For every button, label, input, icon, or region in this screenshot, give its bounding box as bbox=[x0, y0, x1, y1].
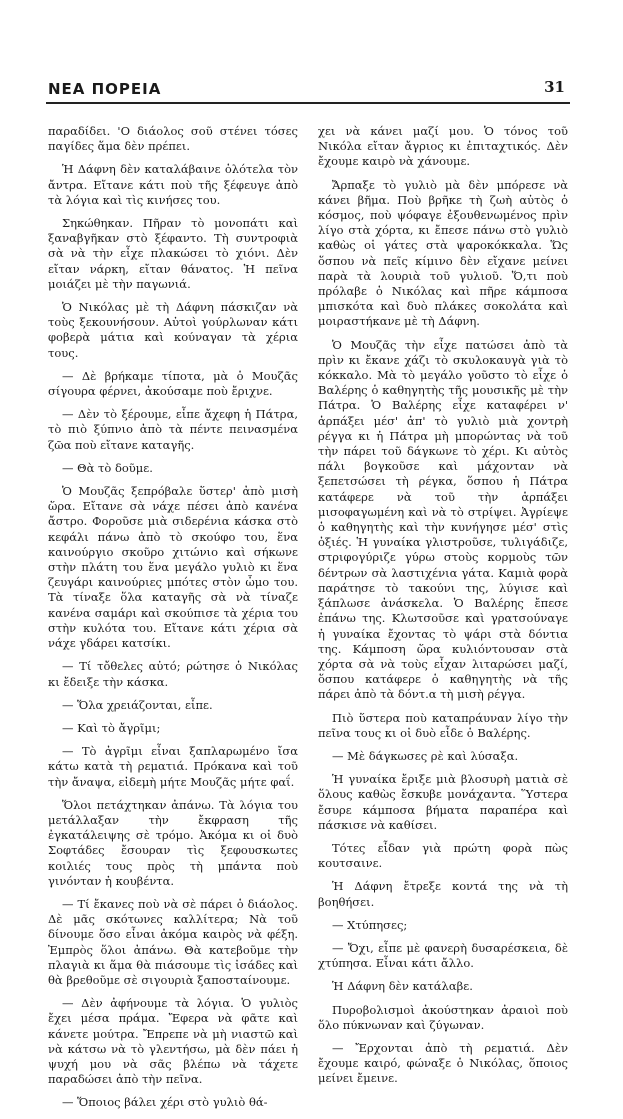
paragraph: — Δὲν τὸ ξέρουμε, εἶπε ἄχεφη ἡ Πάτρα, τὸ πιὸ ξύπνιο ἀπὸ τὰ πέντε πεινασμένα ζῶα ποὺ εἴτανε καταγῆς. bbox=[48, 407, 298, 452]
paragraph: Ἡ Δάφνη ἔτρεξε κοντά της νὰ τὴ βοηθήσει. bbox=[318, 879, 568, 909]
paragraph: — Μὲ δάγκωσες ρὲ καὶ λύσαξα. bbox=[332, 748, 519, 763]
paragraph: — Δὲ βρήκαμε τίποτα, μὰ ὁ Μουζᾶς σίγουρα φέρνει, ἀκούσαμε ποὺ ἔριχνε. bbox=[48, 368, 298, 399]
paragraph: Ἄρπαξε τὸ γυλιὸ μὰ δὲν μπόρεσε νὰ κάνει βῆμα. Ποὺ βρῆκε τὴ ζωὴ αὐτὸς ὁ κόσμος, ποὺ ψόφαγε ἐξουθενωμένος πρὶν λίγο στὰ χόρτα, κι ἔπεσε πάνω στὸ γυλιὸ καθὼς οἱ γάτες στὰ ψαροκόκκαλα. Ὥς ὅσπου νὰ πεῖς κίμινο δὲν εἴχανε μείνει παρὰ τὰ λουριὰ τοῦ γυλιοῦ. Ὅ,τι ποὺ πρόλαβε ὁ Νικόλας καὶ πῆρε κάμποσα μπισκότα καὶ δυὸ πλάκες σοκολάτα καὶ μοιραστήκανε μὲ τὴ Δάφνη. bbox=[318, 177, 568, 329]
paragraph: — Ἔρχονται ἀπὸ τὴ ρεματιά. Δὲν ἔχουμε καιρό, φώναξε ὁ Νικόλας, ὅποιος μείνει ἔμεινε. bbox=[318, 1040, 568, 1086]
paragraph: Ἡ Δάφνη δὲν κατάλαβε. bbox=[332, 979, 473, 994]
paragraph: Πυροβολισμοὶ ἀκούστηκαν ἀραιοὶ ποὺ ὅλο πύκνωναν καὶ ζύγωναν. bbox=[318, 1002, 568, 1032]
paragraph: Σηκώθηκαν. Πῆραν τὸ μονοπάτι καὶ ξαναβγῆκαν στὸ ξέφαντο. Τὴ συντροφιὰ σὰ νὰ τὴν εἶχε πλακώσει τὸ χιόνι. Δὲν εἴταν νάρκη, εἴταν θάνατος. Ἡ πεῖνα μοιάζει μὲ τὴν παγωνιά. bbox=[48, 216, 298, 291]
paragraph: — Τί τὄθελες αὐτό; ρώτησε ὁ Νικόλας κι ἔδειξε τὴν κάσκα. bbox=[48, 659, 298, 689]
page-number: 31 bbox=[544, 78, 565, 96]
paragraph: — Ὅλα χρειάζονται, εἶπε. bbox=[62, 697, 213, 712]
right-column bbox=[318, 124, 568, 1095]
paragraph: — Ὄχι, εἶπε μὲ φανερὴ δυσαρέσκεια, δὲ χτύπησα. Εἶναι κάτι ἄλλο. bbox=[318, 940, 568, 971]
paragraph: — Τὸ ἀγρῖμι εἶναι ξαπλαρωμένο ἴσα κάτω κατὰ τὴ ρεματιά. Πρόκανα καὶ τοῦ τὴν ἄναψα, εἰδεμὴ μήτε Μουζᾶς μήτε φαΐ. bbox=[48, 744, 298, 789]
paragraph: Ἡ γυναίκα ἔριξε μιὰ βλοσυρὴ ματιὰ σὲ ὅλους καθὼς ἔσκυβε μονάχαντα. Ὕστερα ἔσυρε κάμποσα βήματα παραπέρα καὶ πάσκισε νὰ καθίσει. bbox=[318, 772, 568, 832]
paragraph: — Ὅποιος βάλει χέρι στὸ γυλιὸ θά- bbox=[62, 1095, 268, 1110]
paragraph: — Καὶ τὸ ἄγρῖμι; bbox=[62, 720, 161, 735]
paragraph: Τότες εἶδαν γιὰ πρώτη φορὰ πὼς κουτσαινε. bbox=[318, 840, 568, 871]
paragraph: — Θὰ τὸ δοῦμε. bbox=[62, 460, 153, 475]
paragraph: Ὁ Μουζᾶς ξεπρόβαλε ὕστερ' ἀπὸ μισὴ ὥρα. Εἴτανε σὰ νάχε πέσει ἀπὸ κανένα ἄστρο. Φοροῦσε μιὰ σιδερένια κάσκα στὸ κεφάλι πάνω ἀπὸ τὸ σκούφο του, ἕνα καινούργιο σκοῦρο χιτώνιο καὶ σήκωνε στὴν πλάτη του ἕνα μεγάλο γυλιὸ κι ἕνα ζευγάρι καινούριες μπότες στὸν ὦμο του. Τὰ τίναξε ὅλα καταγῆς σὰ νὰ τίναζε κανένα σαμάρι καὶ σκούπισε τὰ χέρια του στὴν κυλότα του. Εἴτανε κάτι χέρια σὰ νάχε γδάρει κατσίκι. bbox=[48, 484, 298, 651]
paragraph: — Δὲν ἀφήνουμε τὰ λόγια. Ὁ γυλιὸς ἔχει μέσα πράμα. Ἔφερα νὰ φᾶτε καὶ κάνετε μούτρα. Ἔπρεπε νὰ μὴ νιαστῶ καὶ νὰ κάτσω νὰ τὸ γλεντήσω, μὰ δὲν πάει ἡ ψυχή μου νὰ σᾶς βλέπω νὰ τάχετε παραδώσει ἀπὸ τὴν πεῖνα. bbox=[48, 996, 298, 1087]
paragraph: Ὁ Μουζᾶς τὴν εἶχε πατώσει ἀπὸ τὰ πρὶν κι ἔκανε χάζι τὸ σκυλοκαυγὰ γιὰ τὸ κόκκαλο. Μὰ τὸ μεγάλο γοῦστο τὸ εἶχε ὁ Βαλέρης ὁ καθηγητὴς τῆς μουσικῆς μὲ τὴν Πάτρα. Ὁ Βαλέρης εἶχε καταφέρει ν' ἁρπάξει μέσ' ἀπ' τὸ γυλιὸ μιὰ χοντρὴ ρέγγα κι ἡ Πάτρα μὴ μπορώντας νὰ τοῦ τὴν πάρει τοῦ δάγκωνε τὸ χέρι. Κι αὐτὸς πάλι βογκοῦσε καὶ μάχονταν νὰ ξεπετσώσει τὴ ρέγκα, ὅσπου ἡ Πάτρα κατάφερε νὰ τοῦ τὴν ἁρπάξει μισοφαγωμένη καὶ νὰ τὸ στρίψει. Ἀγρίεψε ὁ καθηγητὴς καὶ τὴν κυνήγησε μέσ' στὶς ὀξιές. Ἡ γυναίκα γλιστροῦσε, τυλιγάδιζε, στριφογύριζε γύρω στοὺς κορμοὺς τῶν δέντρων σὰ λαστιχένια γάτα. Καμιὰ φορὰ παράτησε τὸ τακούνι της, λύγισε καὶ ξάπλωσε ἀνάσκελα. Ὁ Βαλέρης ἔπεσε ἐπάνω της. Κλωτσοῦσε καὶ γρατσούναγε ἡ γυναίκα ἔχοντας τὸ ψάρι στὰ δόντια της. Κάμποση ὥρα κυλιόντουσαν στὰ χόρτα σὰ νὰ τοὺς εἶχαν λιταρώσει μαζί, ὅσπου κατάφερε ὁ καθηγητὴς νὰ τῆς πάρει ἀπὸ τὰ δόντ.α τὴ μισὴ ρέγγα. bbox=[318, 337, 568, 702]
paragraph: Ὅλοι πετάχτηκαν ἀπάνω. Τὰ λόγια του μετάλλαξαν τὴν ἔκφραση τῆς ἐγκατάλειψης σὲ τρόμο. Ἀκόμα κι οἱ δυὸ Σοφτάδες ἔσουραν τὶς ξεφουσκωτες κοιλιές τους πρὸς τὴ μπάντα ποὺ γινόνταν ἡ κουβέντα. bbox=[48, 797, 298, 888]
paragraph: — Χτύπησες; bbox=[332, 917, 408, 932]
paragraph: Πιὸ ὕστερα ποὺ καταπράυναν λίγο τὴν πεῖνα τους κι οἱ δυὸ εἶδε ὁ Βαλέρης. bbox=[318, 710, 568, 740]
paragraph: Ὁ Νικόλας μὲ τὴ Δάφνη πάσκιζαν νὰ τοὺς ξεκουνήσουν. Αὐτοὶ γούρλωναν κάτι φοβερὰ μάτια καὶ κούναγαν τὰ χέρια τους. bbox=[48, 300, 298, 360]
paragraph: χει νὰ κάνει μαζί μου. Ὁ τόνος τοῦ Νικόλα εἴταν ἄγριος κι ἐπιταχτικός. Δὲν ἔχουμε καιρὸ νὰ χάνουμε. bbox=[318, 124, 568, 169]
paragraph: παραδίδει. 'Ο διάολος σοῦ στένει τόσες παγίδες ἅμα δὲν πρέπει. bbox=[48, 124, 298, 154]
left-column bbox=[48, 124, 298, 1119]
paragraph: Ἡ Δάφνη δὲν καταλάβαινε ὁλότελα τὸν ἄντρα. Εἴτανε κάτι ποὺ τῆς ξέφευγε ἀπὸ τὰ λόγια καὶ τὶς κινήσες του. bbox=[48, 162, 298, 207]
header-rule bbox=[46, 102, 570, 104]
journal-title: ΝΕΑ ΠΟΡΕΙΑ bbox=[48, 80, 162, 98]
paragraph: — Τί ἔκανες ποὺ νὰ σὲ πάρει ὁ διάολος. Δὲ μᾶς σκότωνες καλλίτερα; Νὰ τοῦ δίνουμε ὅσο εἶναι ἀκόμα καιρὸς νὰ φέξη. Ἐμπρὸς ὅλοι ἀπάνω. Θὰ κατεβοῦμε τὴν πλαγιὰ κι ἅμα θὰ πιάσουμε τὶς ἰσάδες καὶ θὰ βρεθοῦμε σὲ σιγουριὰ ξαποσταίνουμε. bbox=[48, 896, 298, 987]
